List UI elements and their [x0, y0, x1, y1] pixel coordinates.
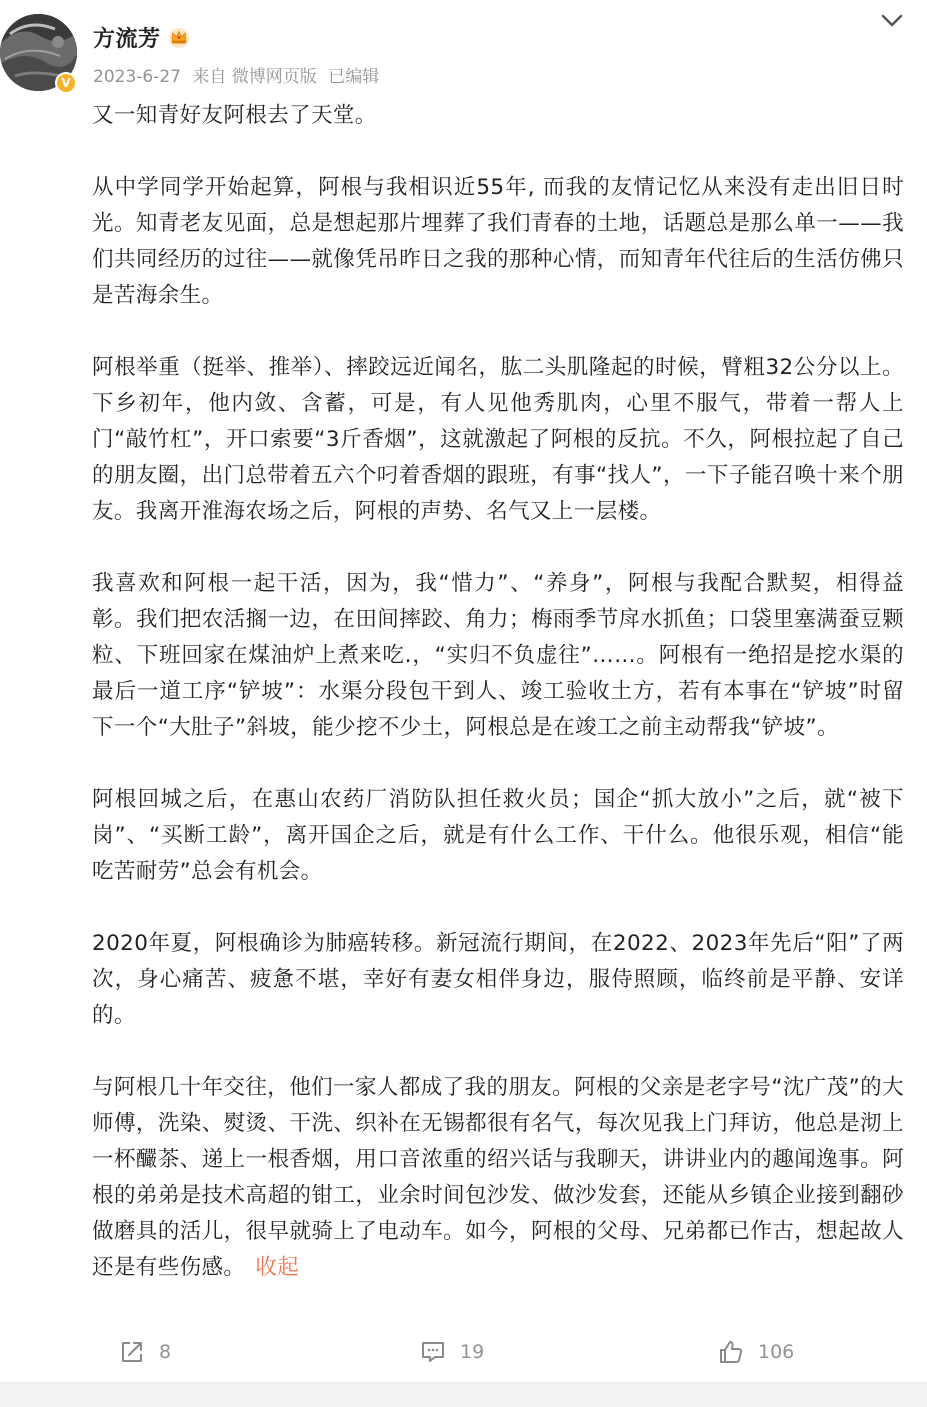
post-content [92, 98, 904, 1286]
crown-icon[interactable] [167, 25, 191, 49]
comment-count: 19 [460, 1341, 485, 1363]
repost-button[interactable] [119, 1330, 171, 1374]
paragraph: 阿根回城之后，在惠山农药厂消防队担任救火员；国企“抓大放小”之后，就“被下岗”、“买断工龄”，离开国企之后，就是有什么工作、干什么。他很乐观，相信“能吃苦耐劳”总会有机会。 [92, 787, 904, 884]
post-source: 来自 微博网页版 [192, 67, 317, 87]
chevron-down-icon[interactable] [879, 8, 905, 34]
paragraph: 我喜欢和阿根一起干活，因为，我“惜力”、“养身”，阿根与我配合默契，相得益彰。我们把农活搁一边，在田间摔跤、角力；梅雨季节戽水抓鱼；口袋里塞满蚕豆颗粒、下班回家在煤油炉上煮来吃.，“实归不负虚往”……。阿根有一绝招是挖水渠的最后一道工序“铲坡”：水渠分段包干到人、竣工验收土方，若有本事在“铲坡”时留下一个“大肚子”斜坡，能少挖不少土，阿根总是在竣工之前主动帮我“铲坡”。 [92, 571, 904, 740]
edited-tag[interactable]: 已编辑 [328, 67, 380, 87]
repost-icon [119, 1339, 145, 1365]
like-count: 106 [758, 1341, 795, 1363]
comment-icon [420, 1339, 446, 1365]
author-name[interactable]: 方流芳 [93, 26, 161, 52]
paragraph: 又一知青好友阿根去了天堂。 [92, 103, 377, 128]
paragraph: 2020年夏，阿根确诊为肺癌转移。新冠流行期间，在2022、2023年先后“阳”了两次，身心痛苦、疲惫不堪，幸好有妻女相伴身边，服侍照顾，临终前是平静、安详的。 [92, 931, 904, 1028]
paragraph: 从中学同学开始起算，阿根与我相识近55年, 而我的友情记忆从来没有走出旧日时光。知青老友见面，总是想起那片埋葬了我们青春的土地，话题总是那么单一——我们共同经历的过往——就像凭吊昨日之我的那种心情，而知青年代往后的生活仿佛只是苦海余生。 [92, 175, 904, 308]
post-meta [93, 62, 385, 87]
paragraph-text: 与阿根几十年交往，他们一家人都成了我的朋友。阿根的父亲是老字号“沈广茂”的大师傅，洗染、熨烫、干洗、织补在无锡都很有名气，每次见我上门拜访，他总是沏上一杯釅茶、递上一根香烟，用口音浓重的绍兴话与我聊天，讲讲业内的趣闻逸事。阿根的弟弟是技术高超的钳工，业余时间包沙发、做沙发套，还能从乡镇企业接到翻砂做磨具的活儿，很早就骑上了电动车。如今，阿根的父母、兄弟都已作古，想起故人还是有些伤感。 [92, 1075, 904, 1280]
paragraph: 阿根举重（挺举、推举）、摔跤远近闻名，肱二头肌隆起的时候，臂粗32公分以上。下乡初年，他内敛、含蓄，可是，有人见他秀肌肉，心里不服气，带着一帮人上门“敲竹杠”，开口索要“3斤香烟”，这就激起了阿根的反抗。不久，阿根拉起了自己的朋友圈，出门总带着五六个叼着香烟的跟班，有事“找人”，一下子能召唤十来个朋友。我离开淮海农场之后，阿根的声势、名气又上一层楼。 [92, 355, 904, 524]
thumbs-up-icon [718, 1339, 744, 1365]
post-date[interactable]: 2023-6-27 [93, 67, 181, 87]
repost-count: 8 [159, 1341, 172, 1363]
comment-button[interactable] [420, 1330, 484, 1374]
last-paragraph [92, 1070, 904, 1286]
collapse-link[interactable]: 收起 [255, 1255, 300, 1280]
verified-v-icon: V [55, 72, 77, 94]
action-bar [0, 1330, 927, 1374]
like-button[interactable] [718, 1330, 794, 1374]
next-card-divider [0, 1382, 927, 1407]
